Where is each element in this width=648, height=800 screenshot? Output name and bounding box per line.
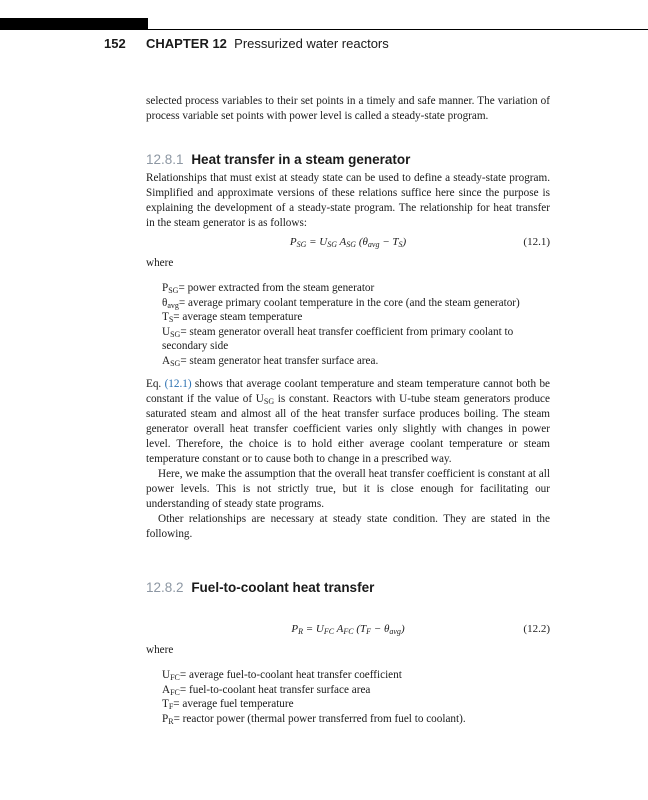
section1-paragraph-1: Relationships that must exist at steady state can be used to define a steady-state program. Simplified and approximate versions of these relations suffice here since the purpose is explaining the development of a steady-state program. The relationship for heat transfer in the steam generator is as follows: <box>146 172 550 229</box>
definition-item: $A_{FC}=$ fuel-to-coolant heat transfer surface area <box>162 683 371 697</box>
chapter-title: Pressurized water reactors <box>234 36 389 51</box>
equation-12-1 <box>146 236 550 252</box>
section-number: 12.8.2 <box>146 580 184 595</box>
definition-item: $A_{SG}=$ steam generator heat transfer surface area. <box>162 354 379 368</box>
section2-definitions <box>162 668 550 726</box>
header-rule <box>148 29 648 30</box>
equation-expression: $P_{SG} = U_{SG}$ $A_{SG}$ $(\theta_{avg} - T_S)$ <box>289 236 407 249</box>
section1-paragraph-4: Other relationships are necessary at steady state condition. They are stated in the following. <box>146 513 550 540</box>
page-number: 152 <box>104 36 126 51</box>
definition-item: $T_F=$ average fuel temperature <box>162 698 294 712</box>
section1-body <box>146 377 550 542</box>
definition-item: $P_R=$ reactor power (thermal power transferred from fuel to coolant). <box>162 712 466 726</box>
chapter-label: CHAPTER 12 <box>146 36 227 51</box>
definition-item: $P_{SG}=$ power extracted from the steam generator <box>162 282 375 295</box>
equation-reference-link[interactable]: (12.1) <box>164 378 192 390</box>
section-heading-12-8-1 <box>146 152 410 167</box>
where-label: where <box>146 257 174 269</box>
section-heading-12-8-2 <box>146 580 374 595</box>
definition-item: $U_{FC}=$ average fuel-to-coolant heat transfer coefficient <box>162 669 402 682</box>
chapter-heading <box>146 36 389 51</box>
section-title: Heat transfer in a steam generator <box>191 152 411 167</box>
section-title: Fuel-to-coolant heat transfer <box>191 580 375 595</box>
equation-number: (12.1) <box>523 236 550 248</box>
intro-paragraph: selected process variables to their set points in a timely and safe manner. The variation of process variable set points with power level is called a steady-state program. <box>146 95 550 122</box>
definition-item: $\theta_{avg}=$ average primary coolant temperature in the core (and the steam generator) <box>162 296 520 310</box>
header-bar <box>0 18 148 30</box>
section1-definitions <box>162 281 550 369</box>
section1-paragraph-2: Eq. (12.1) shows that average coolant temperature and steam temperature cannot both be constant if the value of $U_{SG}$ is constant. Reactors with U-tube steam generators produce saturated steam and almost all of the heat transfer surface produces boiling. The steam generator overall heat transfer coefficient varies only slightly with changes in power level. Therefore, the choice is to hold either average coolant temperature or steam temperature constant or to cause both to change in a prescribed way. <box>146 378 550 465</box>
equation-12-2 <box>146 623 550 639</box>
equation-expression: $P_R = U_{FC}$ $A_{FC}$ $(T_F - \theta_{avg})$ <box>291 623 405 636</box>
section-number: 12.8.1 <box>146 152 184 167</box>
running-header <box>0 36 648 54</box>
definition-item: $T_S=$ average steam temperature <box>162 311 303 325</box>
definition-item: $U_{SG}=$ steam generator overall heat transfer coefficient from primary coolant to secondary side <box>162 325 514 353</box>
where-label: where <box>146 644 174 656</box>
section1-paragraph-3: Here, we make the assumption that the overall heat transfer coefficient is constant at all power levels. This is not strictly true, but it is close enough for facilitating our understanding of steady state programs. <box>146 468 550 510</box>
equation-number: (12.2) <box>523 623 550 635</box>
